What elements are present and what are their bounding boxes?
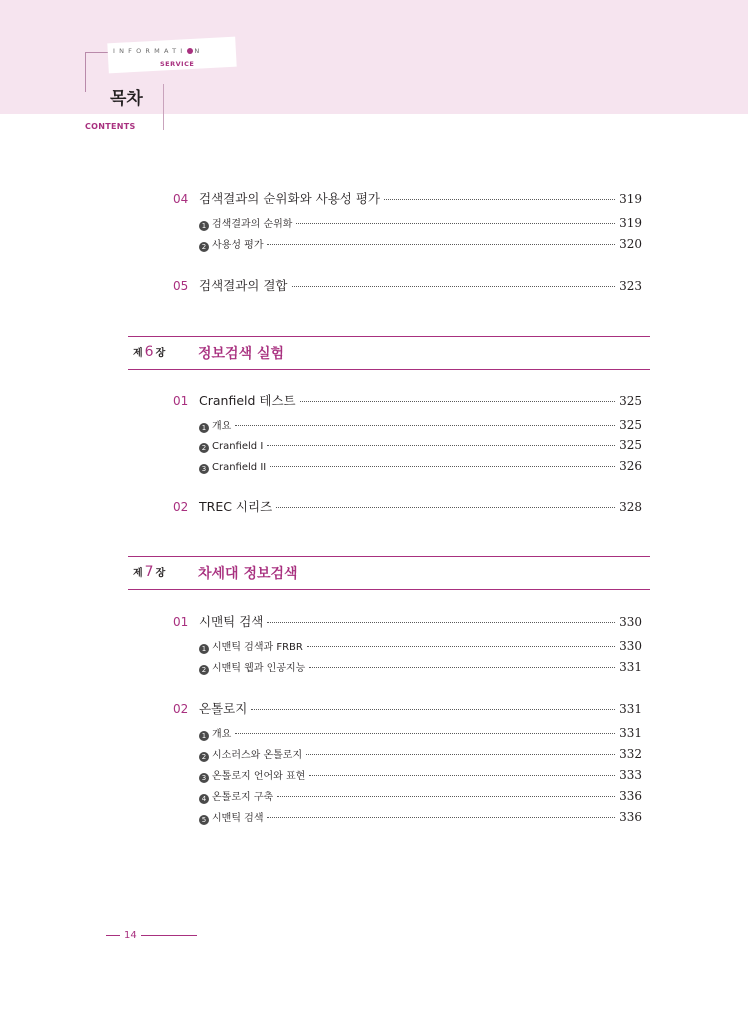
leader-dots xyxy=(267,817,615,818)
leader-dots xyxy=(235,425,615,426)
toc-entry-7-01[interactable] xyxy=(173,612,642,630)
page-number: 325 xyxy=(619,418,642,432)
bullet-number-icon: 5 xyxy=(199,815,209,825)
toc-entry-6-01[interactable] xyxy=(173,391,642,409)
footer-page-number: 14 xyxy=(124,930,137,941)
bullet-number-icon: 4 xyxy=(199,794,209,804)
toc-subentry-6-01-3[interactable] xyxy=(173,459,642,473)
toc-entry-05[interactable] xyxy=(173,276,642,294)
leader-dots xyxy=(309,775,615,776)
page-number: 330 xyxy=(619,615,642,629)
leader-dots xyxy=(235,733,615,734)
subsection-label: 시맨틱 검색과 FRBR xyxy=(212,642,303,653)
page-number: 319 xyxy=(619,216,642,230)
toc-entry-7-02[interactable] xyxy=(173,699,642,717)
logo-text-right: N xyxy=(194,47,204,55)
leader-dots xyxy=(307,646,615,647)
chapter-label xyxy=(133,344,165,360)
chapter-label xyxy=(133,564,165,580)
page-number: 326 xyxy=(619,459,642,473)
page-number: 333 xyxy=(619,768,642,782)
toc-subentry-7-02-4[interactable] xyxy=(173,788,642,803)
leader-dots xyxy=(384,199,615,200)
toc-subentry-7-02-5[interactable] xyxy=(173,809,642,824)
leader-dots xyxy=(251,709,615,710)
page-number: 320 xyxy=(619,237,642,251)
page-number: 332 xyxy=(619,747,642,761)
section-label: TREC 시리즈 xyxy=(199,499,273,514)
bullet-number-icon: 1 xyxy=(199,423,209,433)
subsection-label: Cranfield II xyxy=(212,462,267,473)
bullet-number-icon: 2 xyxy=(199,443,209,453)
section-label: 시맨틱 검색 xyxy=(199,614,264,629)
leader-dots xyxy=(267,244,615,245)
toc-subentry-7-01-1[interactable] xyxy=(173,638,642,653)
subsection-label: 시맨틱 웹과 인공지능 xyxy=(212,663,306,674)
page-number: 328 xyxy=(619,500,642,514)
leader-dots xyxy=(267,445,615,446)
section-number: 01 xyxy=(173,394,189,408)
section-label: 온톨로지 xyxy=(199,701,248,716)
subsection-label: 검색결과의 순위화 xyxy=(212,219,293,230)
page-number: 331 xyxy=(619,660,642,674)
section-number: 02 xyxy=(173,702,189,716)
page-number: 331 xyxy=(619,702,642,716)
toc-subentry-04-2[interactable] xyxy=(173,236,642,251)
toc-entry-04[interactable] xyxy=(173,189,642,207)
leader-dots xyxy=(276,507,615,508)
chapter-6-heading[interactable] xyxy=(128,336,650,370)
footer-rule-right xyxy=(141,935,197,936)
leader-dots xyxy=(306,754,615,755)
chapter-suffix: 장 xyxy=(155,348,166,359)
chapter-7-heading[interactable] xyxy=(128,556,650,590)
subsection-label: Cranfield I xyxy=(212,441,264,452)
section-number: 01 xyxy=(173,615,189,629)
toc-subentry-7-02-3[interactable] xyxy=(173,767,642,782)
section-number: 05 xyxy=(173,279,189,293)
page-number: 323 xyxy=(619,279,642,293)
bullet-number-icon: 1 xyxy=(199,731,209,741)
bullet-number-icon: 3 xyxy=(199,464,209,474)
leader-dots xyxy=(292,286,616,287)
chapter-prefix: 제 xyxy=(133,348,143,359)
section-number: 02 xyxy=(173,500,189,514)
footer-rule-left xyxy=(106,935,120,936)
subsection-label: 온톨로지 구축 xyxy=(212,792,274,803)
page-number: 336 xyxy=(619,789,642,803)
section-label: Cranfield 테스트 xyxy=(199,393,296,408)
page-number: 325 xyxy=(619,438,642,452)
leader-dots xyxy=(267,622,615,623)
page-subtitle: CONTENTS xyxy=(85,122,136,131)
leader-dots xyxy=(296,223,615,224)
section-number: 04 xyxy=(173,192,189,206)
bullet-number-icon: 2 xyxy=(199,752,209,762)
chapter-suffix: 장 xyxy=(155,568,166,579)
toc-subentry-7-01-2[interactable] xyxy=(173,659,642,674)
bullet-number-icon: 1 xyxy=(199,644,209,654)
bullet-number-icon: 3 xyxy=(199,773,209,783)
leader-dots xyxy=(300,401,615,402)
bullet-number-icon: 2 xyxy=(199,665,209,675)
toc-subentry-6-01-1[interactable] xyxy=(173,417,642,432)
toc-subentry-7-02-2[interactable] xyxy=(173,746,642,761)
page-number: 319 xyxy=(619,192,642,206)
page-number: 331 xyxy=(619,726,642,740)
subsection-label: 사용성 평가 xyxy=(212,240,264,251)
chapter-title: 차세대 정보검색 xyxy=(198,566,298,582)
toc-entry-6-02[interactable] xyxy=(173,497,642,515)
section-label: 검색결과의 순위화와 사용성 평가 xyxy=(199,191,380,206)
bullet-number-icon: 2 xyxy=(199,242,209,252)
subsection-label: 시소러스와 온톨로지 xyxy=(212,750,303,761)
toc-subentry-6-01-2[interactable] xyxy=(173,438,642,452)
leader-dots xyxy=(309,667,615,668)
page-number: 325 xyxy=(619,394,642,408)
logo-text-left: INFORMATI xyxy=(113,47,187,55)
chapter-number: 6 xyxy=(144,344,154,360)
logo-service: SERVICE xyxy=(160,60,195,68)
bullet-number-icon: 1 xyxy=(199,221,209,231)
subsection-label: 개요 xyxy=(212,729,232,740)
leader-dots xyxy=(277,796,615,797)
toc-subentry-7-02-1[interactable] xyxy=(173,725,642,740)
toc-subentry-04-1[interactable] xyxy=(173,215,642,230)
subsection-label: 개요 xyxy=(212,421,232,432)
page-title: 목차 xyxy=(110,89,143,109)
page-footer xyxy=(106,930,197,941)
subsection-label: 시맨틱 검색 xyxy=(212,813,264,824)
page-number: 330 xyxy=(619,639,642,653)
chapter-number: 7 xyxy=(144,564,154,580)
chapter-prefix: 제 xyxy=(133,568,143,579)
section-label: 검색결과의 결합 xyxy=(199,278,288,293)
leader-dots xyxy=(270,466,615,467)
page-number: 336 xyxy=(619,810,642,824)
subsection-label: 온톨로지 언어와 표현 xyxy=(212,771,306,782)
chapter-title: 정보검색 실험 xyxy=(198,346,285,362)
